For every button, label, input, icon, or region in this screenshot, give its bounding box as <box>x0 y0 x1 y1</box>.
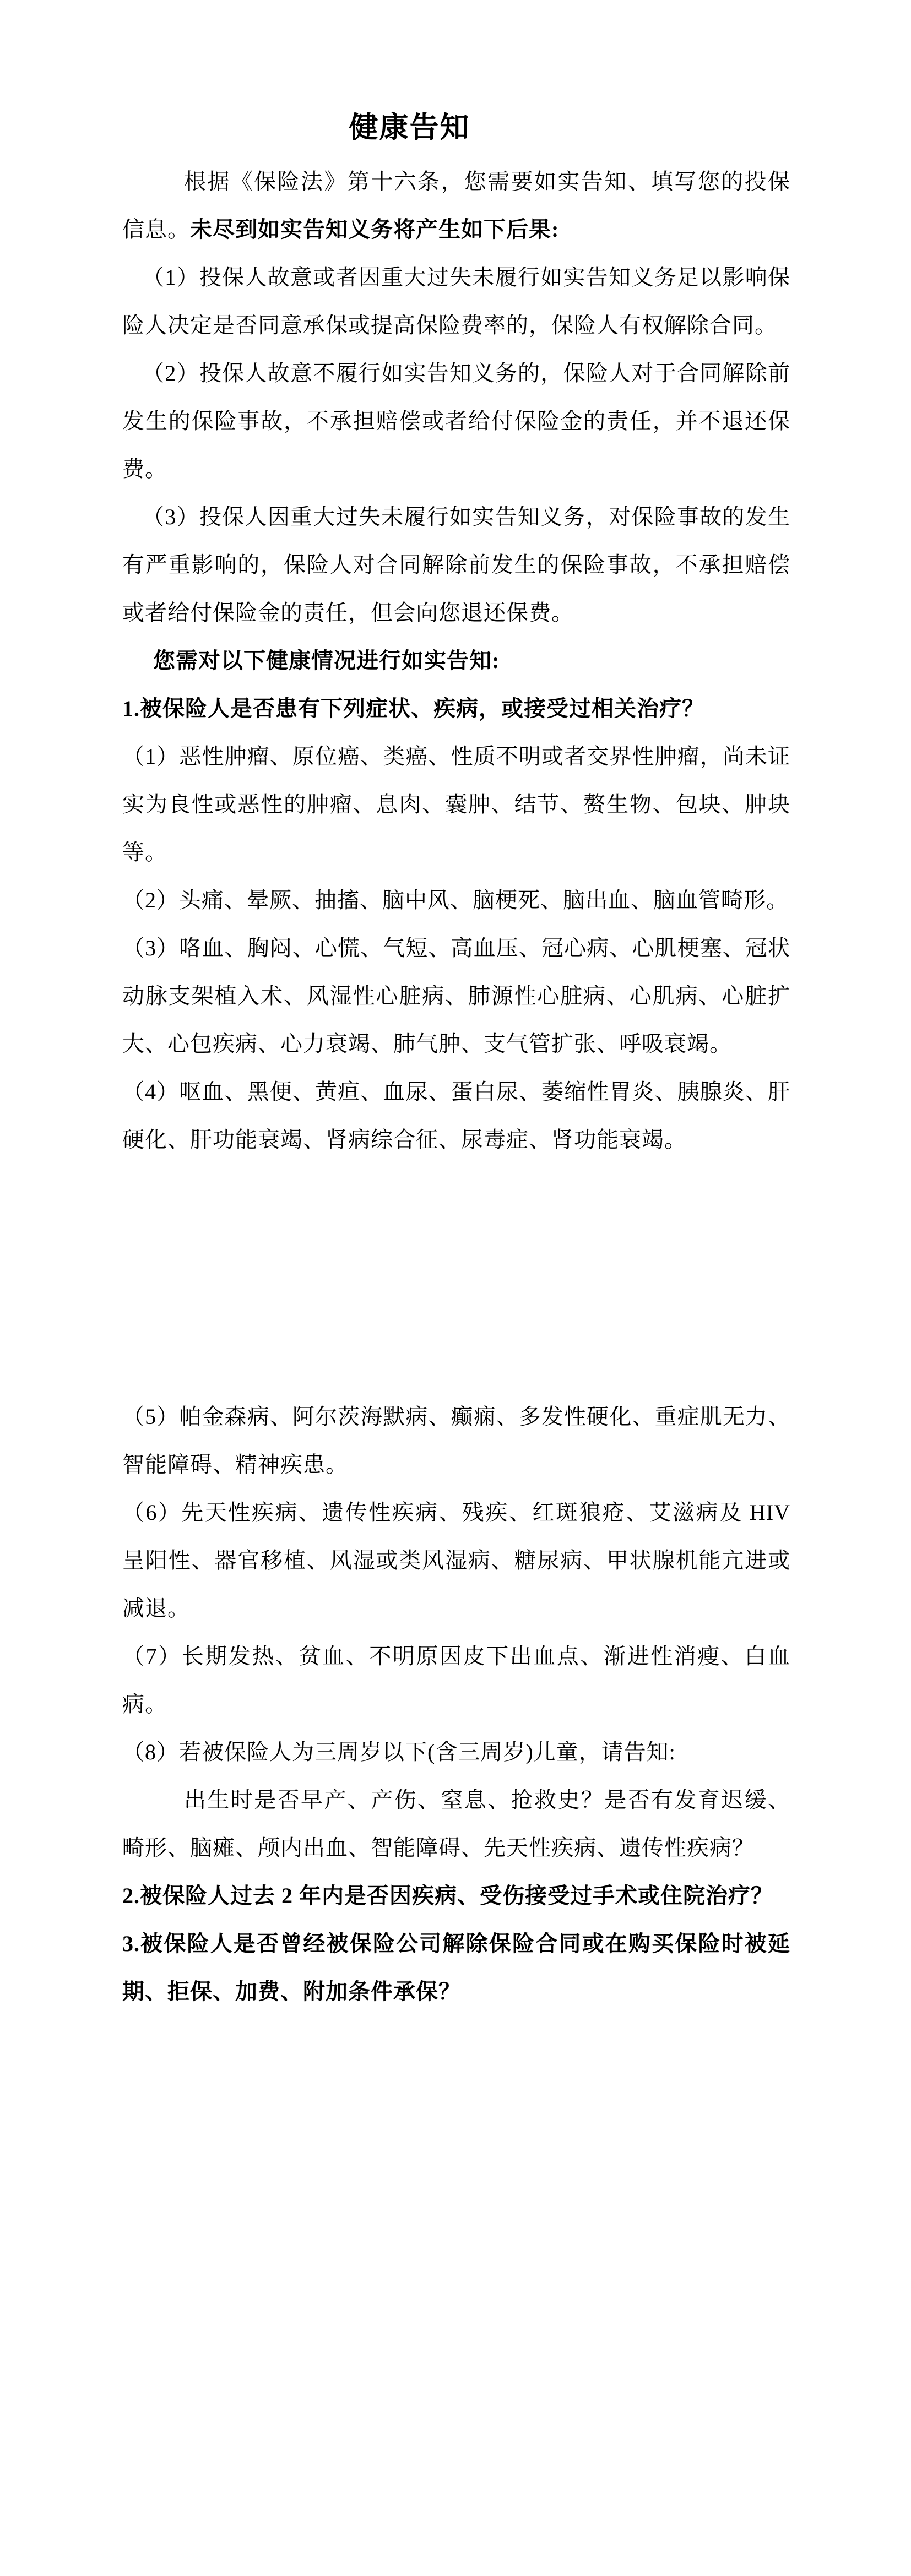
emphasized-text: 未尽到如实告知义务将产生如下后果: <box>190 217 560 242</box>
consequence-item-1 <box>122 253 790 349</box>
disease-item-3 <box>122 924 790 1068</box>
body-text: （1）投保人故意或者因重大过失未履行如实告知义务足以影响保险人决定是否同意承保或提高保险费率的，保险人有权解除合同。 <box>122 265 790 338</box>
question-1 <box>122 684 790 732</box>
body-text: （2）头痛、晕厥、抽搐、脑中风、脑梗死、脑出血、脑血管畸形。 <box>122 888 789 912</box>
intro-paragraph <box>122 157 790 253</box>
question-2 <box>122 1872 790 1920</box>
disease-item-2 <box>122 876 790 924</box>
body-text: （3）咯血、胸闷、心慌、气短、高血压、冠心病、心肌梗塞、冠状动脉支架植入术、风湿性心脏病、肺源性心脏病、心肌病、心脏扩大、心包疾病、心力衰竭、肺气肿、支气管扩张、呼吸衰竭。 <box>122 936 790 1056</box>
consequence-item-2 <box>122 349 790 493</box>
emphasized-text: 2.被保险人过去 2 年内是否因疾病、受伤接受过手术或住院治疗？ <box>122 1883 773 1908</box>
body-text: （5）帕金森病、阿尔茨海默病、癫痫、多发性硬化、重症肌无力、智能障碍、精神疾患。 <box>122 1404 790 1477</box>
consequence-item-3 <box>122 493 790 637</box>
body-text: 出生时是否早产、产伤、窒息、抢救史？是否有发育迟缓、畸形、脑瘫、颅内出血、智能障碍、先天性疾病、遗传性疾病？ <box>122 1787 790 1860</box>
emphasized-text: 您需对以下健康情况进行如实告知: <box>153 648 500 673</box>
disclosure-instruction <box>122 637 790 684</box>
body-text: （2）投保人故意不履行如实告知义务的，保险人对于合同解除前发生的保险事故，不承担赔偿或者给付保险金的责任，并不退还保费。 <box>122 361 790 481</box>
body-text: （4）呕血、黑便、黄疸、血尿、蛋白尿、萎缩性胃炎、胰腺炎、肝硬化、肝功能衰竭、肾病综合征、尿毒症、肾功能衰竭。 <box>122 1079 790 1152</box>
body-text: （3）投保人因重大过失未履行如实告知义务，对保险事故的发生有严重影响的，保险人对合同解除前发生的保险事故，不承担赔偿或者给付保险金的责任，但会向您退还保费。 <box>122 504 790 625</box>
body-text: 根据《保险法》第十六条，您需要如实告知、填写您的投保信息。 <box>122 169 790 242</box>
child-question-detail <box>122 1776 790 1872</box>
page-break-gap <box>122 1164 790 1393</box>
body-text: （6）先天性疾病、遗传性疾病、残疾、红斑狼疮、艾滋病及 HIV 呈阳性、器官移植、风湿或类风湿病、糖尿病、甲状腺机能亢进或减退。 <box>122 1500 790 1621</box>
question-3 <box>122 1920 790 2015</box>
emphasized-text: 3.被保险人是否曾经被保险公司解除保险合同或在购买保险时被延期、拒保、加费、附加条件承保？ <box>122 1931 790 2004</box>
disease-item-5 <box>122 1393 790 1488</box>
emphasized-text: 1.被保险人是否患有下列症状、疾病，或接受过相关治疗？ <box>122 696 704 721</box>
disease-item-8 <box>122 1728 790 1776</box>
document-title: 健康告知 <box>349 112 470 144</box>
disease-item-7 <box>122 1632 790 1728</box>
body-text: （7）长期发热、贫血、不明原因皮下出血点、渐进性消瘦、白血病。 <box>122 1644 790 1716</box>
document-body <box>122 157 790 2015</box>
body-text: （8）若被保险人为三周岁以下(含三周岁)儿童，请告知: <box>122 1740 676 1764</box>
disease-item-1 <box>122 732 790 876</box>
disease-item-6 <box>122 1488 790 1632</box>
body-text: （1）恶性肿瘤、原位癌、类癌、性质不明或者交界性肿瘤，尚未证实为良性或恶性的肿瘤、息肉、囊肿、结节、赘生物、包块、肿块等。 <box>122 744 790 865</box>
disease-item-4 <box>122 1068 790 1164</box>
